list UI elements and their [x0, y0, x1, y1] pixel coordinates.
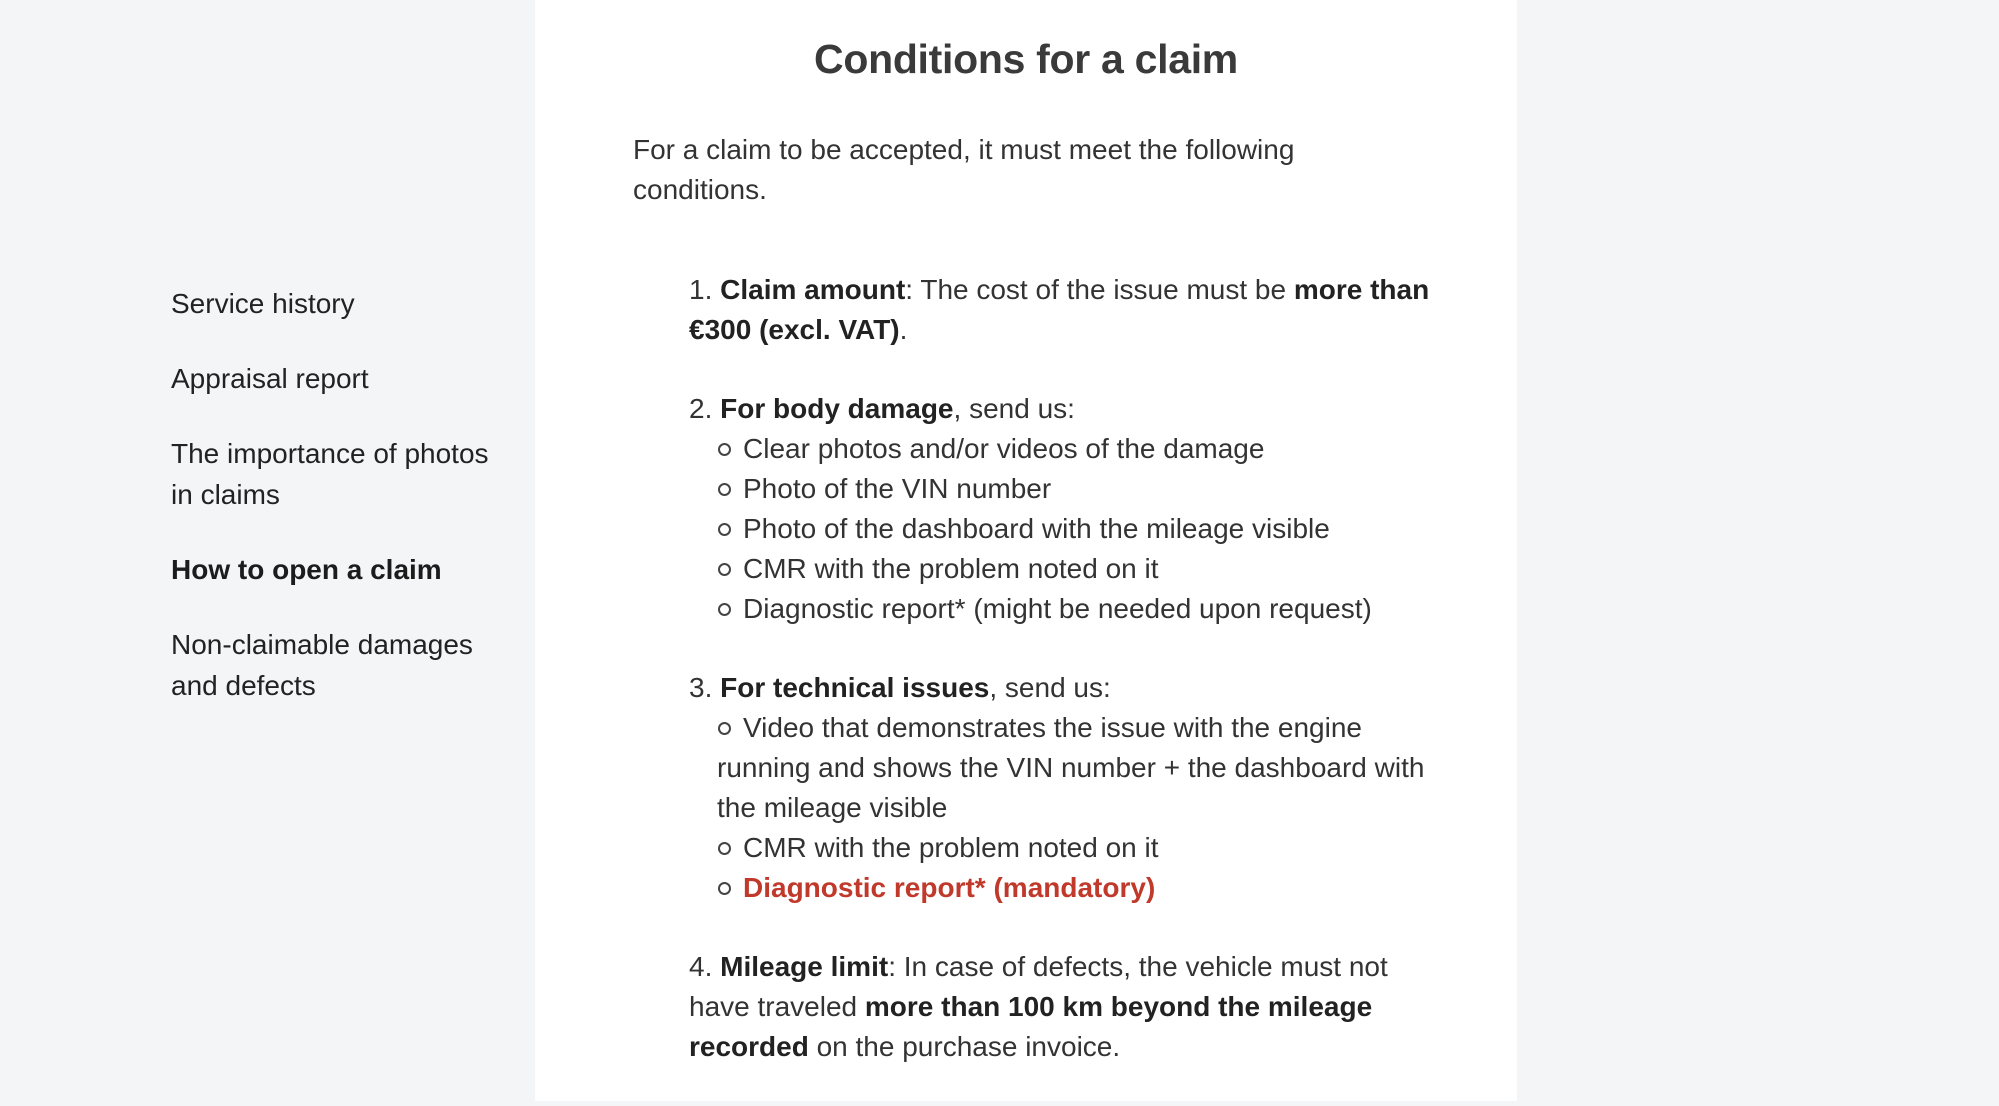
condition-lead: For body damage [720, 393, 954, 424]
condition-number: 3. [689, 672, 713, 703]
main-content [535, 0, 1517, 1101]
sidebar-item-how-to-open-claim[interactable]: How to open a claim [171, 554, 442, 585]
sidebar-nav [171, 283, 511, 740]
sidebar-item-appraisal-report[interactable]: Appraisal report [171, 363, 369, 394]
list-item: Photo of the VIN number [689, 469, 1449, 509]
condition-end: on the purchase invoice. [808, 1031, 1121, 1062]
mandatory-diagnostic-report: Diagnostic report* (mandatory) [743, 872, 1156, 903]
condition-text: : In case of defects, the vehicle must not have traveled [689, 951, 1388, 1022]
condition-lead: Mileage limit [720, 951, 889, 982]
sidebar-item-non-claimable-damages[interactable]: Non-claimable damages and defects [171, 629, 473, 701]
condition-text: , send us: [989, 672, 1111, 703]
condition-text: : The cost of the issue must be [905, 274, 1294, 305]
condition-lead: For technical issues [720, 672, 990, 703]
condition-bold-tail: more than 100 km beyond the mileage recorded [689, 991, 1373, 1062]
sidebar-item-service-history[interactable]: Service history [171, 288, 355, 319]
condition-claim-amount [689, 270, 1449, 350]
sidebar-item-importance-of-photos[interactable]: The importance of photos in claims [171, 438, 489, 510]
condition-number: 1. [689, 274, 713, 305]
condition-body-damage [689, 389, 1449, 629]
condition-mileage-limit [689, 947, 1449, 1067]
list-item: Clear photos and/or videos of the damage [689, 429, 1449, 469]
list-item: CMR with the problem noted on it [689, 828, 1449, 868]
condition-bold-tail: more than €300 (excl. VAT) [689, 274, 1430, 345]
conditions-list [689, 270, 1449, 1106]
condition-technical-issues [689, 668, 1449, 908]
list-item: CMR with the problem noted on it [689, 549, 1449, 589]
list-item-mandatory [689, 868, 1449, 908]
condition-number: 2. [689, 393, 713, 424]
condition-text: , send us: [953, 393, 1075, 424]
condition-end: . [899, 314, 908, 345]
technical-issue-requirements [689, 708, 1449, 908]
body-damage-requirements [689, 429, 1449, 629]
condition-lead: Claim amount [720, 274, 906, 305]
condition-number: 4. [689, 951, 713, 982]
intro-paragraph: For a claim to be accepted, it must meet the following conditions. [633, 134, 1295, 205]
list-item: Diagnostic report* (might be needed upon request) [689, 589, 1449, 629]
list-item: Photo of the dashboard with the mileage visible [689, 509, 1449, 549]
list-item: Video that demonstrates the issue with the engine running and shows the VIN number + the dashboard with the mileage visible [689, 708, 1449, 828]
page-title: Conditions for a claim [814, 36, 1238, 82]
